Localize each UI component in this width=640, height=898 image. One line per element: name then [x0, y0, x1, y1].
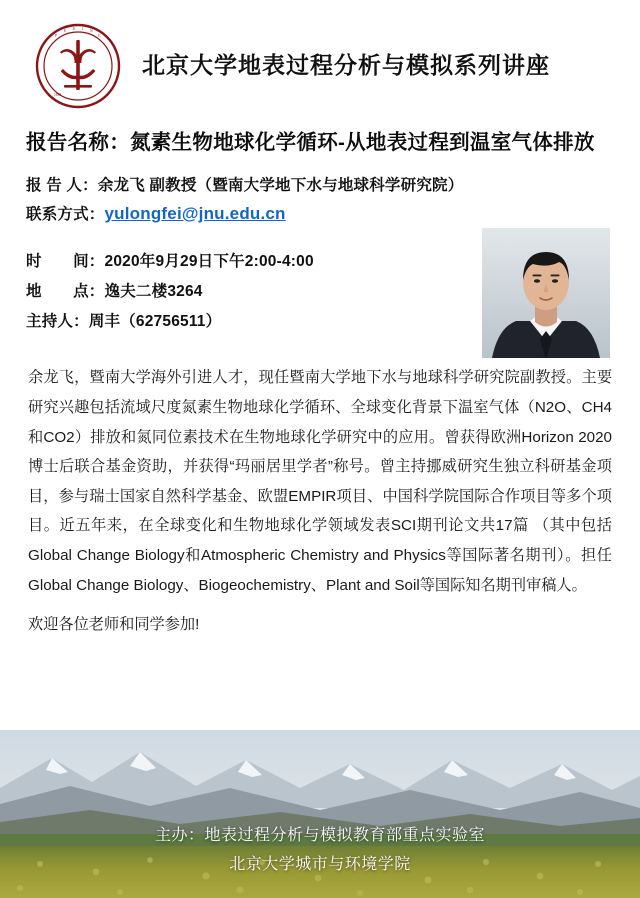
host-label: 主持人： — [26, 313, 89, 331]
footer-line-1: 主办：地表过程分析与模拟教育部重点实验室 — [154, 826, 485, 844]
host-value: 周丰（62756511） — [88, 313, 222, 331]
page-title: 北京大学地表过程分析与模拟系列讲座 — [142, 52, 550, 79]
footer-line-2: 北京大学城市与环境学院 — [229, 856, 411, 874]
footer-landscape-image — [0, 730, 640, 898]
speaker-line — [26, 172, 614, 199]
poster-header — [0, 0, 640, 120]
speaker-label: 报 告 人： — [26, 176, 98, 194]
svg-text:K: K — [73, 27, 76, 31]
svg-text:I: I — [82, 27, 84, 31]
contact-label: 联系方式： — [26, 205, 105, 223]
place-value: 逸夫二楼3264 — [104, 282, 203, 300]
bio-paragraph: 余龙飞，暨南大学海外引进人才，现任暨南大学地下水与地球科学研究院副教授。主要研究兴趣包括流域尺度氮素生物地球化学循环、全球变化背景下温室气体（N2O、CH4和CO2）排放和氮同位素技术在生物地球化学研究中的应用。曾获得欧洲Horizon 2020博士后联合基金资助，并获得“玛丽居里学者”称号。曾主持挪威研究生独立科研基金项目，参与瑞士国家自然科学基金、欧盟EMPIR项目、中国科学院国际合作项目等多个项目。近五年来，在全球变化和生物地球化学领域发表SCI期刊论文共17篇 （其中包括Global Change Biology和Atmospheric Chemistry and Physics等国际著名期刊）。担任Global Change Biology、Biogeochemistry、Plant and Soil等国际知名期刊审稿人。 — [28, 369, 612, 594]
talk-title: 报告名称：氮素生物地球化学循环-从地表过程到温室气体排放 — [26, 131, 595, 154]
svg-text:N: N — [90, 29, 93, 33]
footer-organizer — [0, 821, 640, 880]
speaker-email-link[interactable]: yulongfei@jnu.edu.cn — [104, 203, 286, 223]
svg-text:P: P — [55, 34, 57, 38]
speaker-portrait — [482, 228, 610, 358]
welcome-note: 欢迎各位老师和同学参加! — [28, 616, 200, 634]
svg-text:E: E — [64, 29, 67, 33]
speaker-value: 余龙飞 副教授（暨南大学地下水与地球科学研究院） — [97, 176, 464, 194]
time-label: 时 间： — [26, 252, 105, 270]
svg-text:G: G — [98, 34, 101, 38]
speaker-info — [0, 158, 640, 229]
speaker-bio — [0, 337, 640, 600]
place-label: 地 点： — [26, 282, 105, 300]
peking-university-seal-icon — [34, 22, 122, 110]
time-value: 2020年9月29日下午2:00-4:00 — [104, 252, 314, 270]
contact-line — [26, 199, 614, 229]
svg-text:1898: 1898 — [54, 93, 62, 97]
